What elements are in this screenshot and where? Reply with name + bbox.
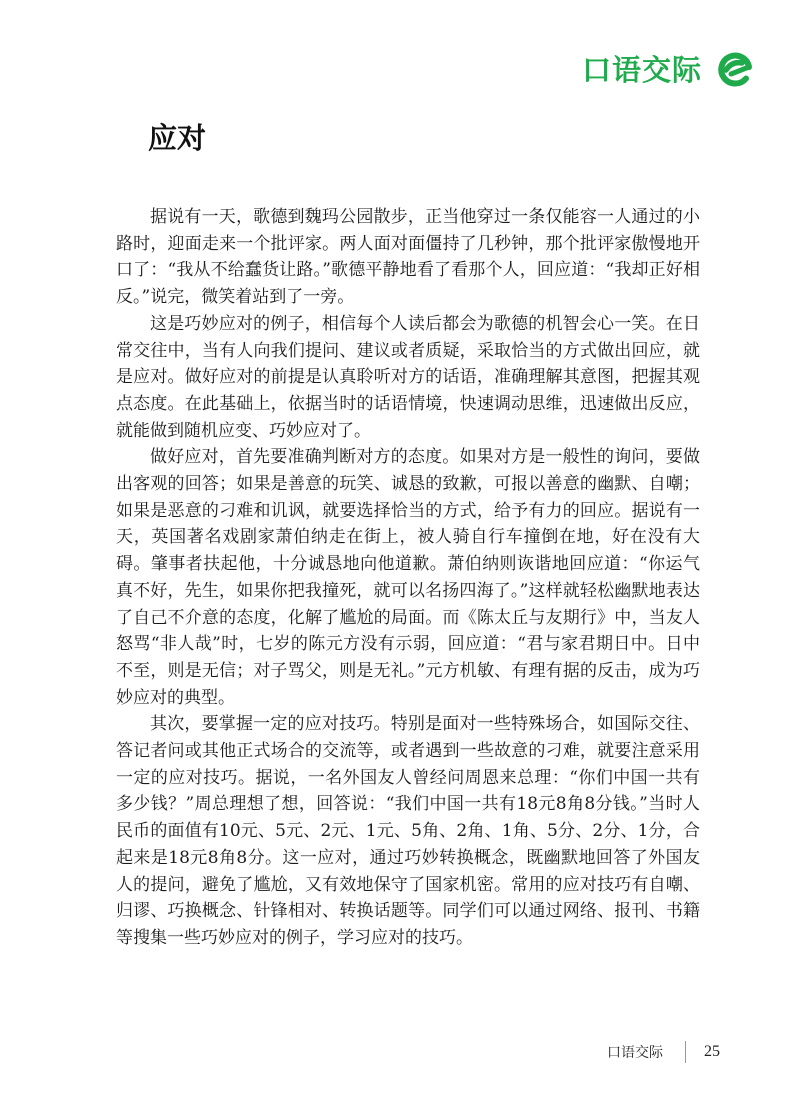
footer-divider: [685, 1041, 686, 1063]
article-body: [116, 204, 700, 952]
section-title: 口语交际: [581, 53, 702, 87]
page-number: 25: [704, 1043, 720, 1060]
paragraph-goethe-story: 据说有一天，歌德到魏玛公园散步，正当他穿过一条仅能容一人通过的小路时，迎面走来一个批评家。两人面对面僵持了几秒钟，那个批评家傲慢地开口了：“我从不给蠢货让路。”歌德平静地看了看那个人，回应道：“我却正好相反。”说完，微笑着站到了一旁。: [116, 207, 700, 308]
page-footer: [607, 1040, 720, 1064]
paragraph-techniques: 其次，要掌握一定的应对技巧。特别是面对一些特殊场合，如国际交往、答记者问或其他正式场合的交流等，或者遇到一些故意的刁难，就要注意采用一定的应对技巧。据说，一名外国友人曾经问周恩来总理：“你们中国一共有多少钱？”周总理想了想，回答说：“我们中国一共有18元8角8分钱。”当时人民币的面值有10元、5元、2元、1元、5角、2角、1角、5分、2分、1分，合起来是18元8角8分。这一应对，通过巧妙转换概念，既幽默地回答了外国友人的提问，避免了尴尬，又有效地保守了国家机密。常用的应对技巧有自嘲、归谬、巧换概念、针锋相对、转换话题等。同学们可以通过网络、报刊、书籍等搜集一些巧妙应对的例子，学习应对的技巧。: [116, 714, 700, 948]
footer-section-label: 口语交际: [607, 1045, 663, 1061]
paragraph-judge-attitude: 做好应对，首先要准确判断对方的态度。如果对方是一般性的询问，要做出客观的回答；如果是善意的玩笑、诚恳的致歉，可报以善意的幽默、自嘲；如果是恶意的刁难和讥讽，就要选择恰当的方式，给予有力的回应。据说有一天，英国著名戏剧家萧伯纳走在街上，被人骑自行车撞倒在地，好在没有大碍。肇事者扶起他，十分诚恳地向他道歉。萧伯纳则诙谐地回应道：“你运气真不好，先生，如果你把我撞死，就可以名扬四海了。”这样就轻松幽默地表达了自己不介意的态度，化解了尴尬的局面。而《陈太丘与友期行》中，当友人怒骂“非人哉”时，七岁的陈元方没有示弱，回应道：“君与家君期日中。日中不至，则是无信；对子骂父，则是无礼。”元方机敏、有理有据的反击，成为巧妙应对的典型。: [116, 447, 700, 708]
section-header: [582, 50, 756, 90]
page-title: 应对: [148, 121, 207, 155]
paragraph-definition: 这是巧妙应对的例子，相信每个人读后都会为歌德的机智会心一笑。在日常交往中，当有人向我们提问、建议或者质疑，采取恰当的方式做出回应，就是应对。做好应对的前提是认真聆听对方的话语，准确理解其意图，把握其观点态度。在此基础上，依据当时的话语情境，快速调动思维，迅速做出反应，就能做到随机应变、巧妙应对了。: [116, 313, 700, 441]
speech-bubble-icon: [716, 50, 756, 90]
